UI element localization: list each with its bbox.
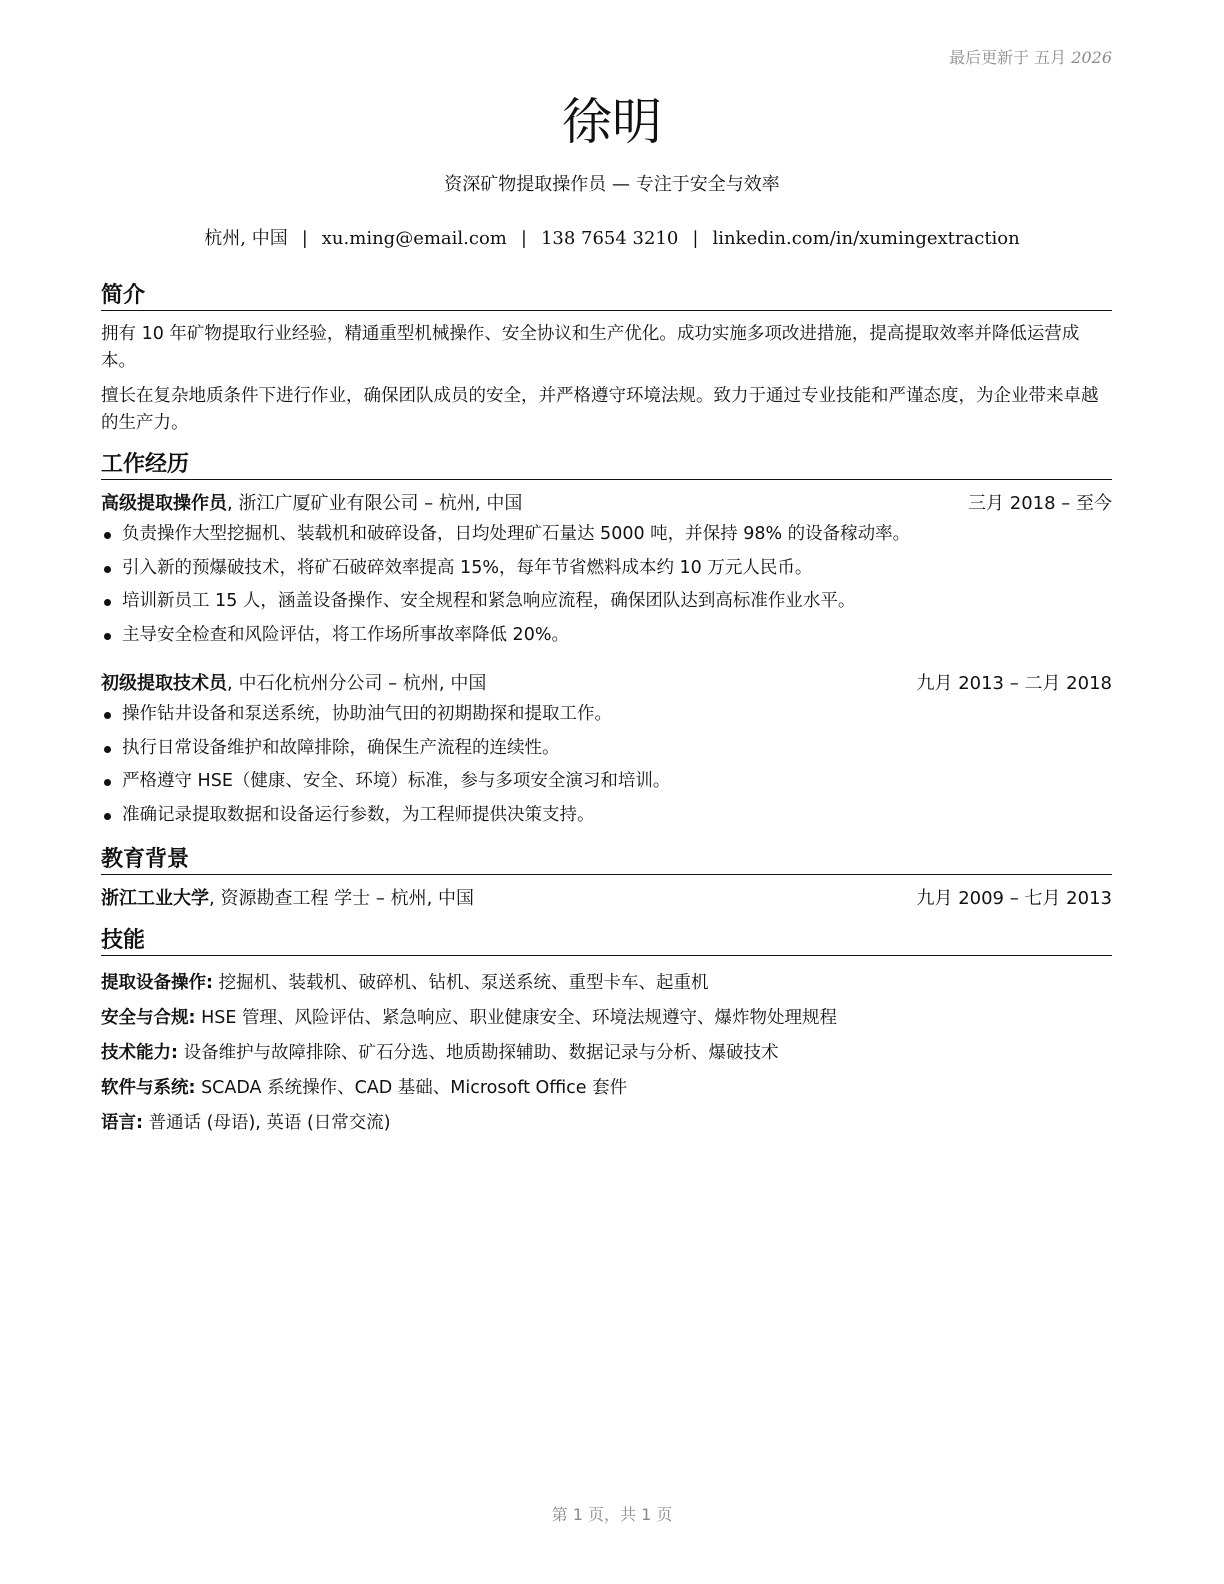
skill-row <box>101 966 1112 1001</box>
education-school: 浙江工业大学 <box>101 888 209 909</box>
skill-row <box>101 1071 1112 1106</box>
job-role: 初级提取技术员 <box>101 673 227 694</box>
skill-value: 设备维护与故障排除、矿石分选、地质勘探辅助、数据记录与分析、爆破技术 <box>178 1043 779 1063</box>
education-detail: , 资源勘查工程 学士 – 杭州, 中国 <box>209 888 475 909</box>
contact-line <box>0 224 1224 250</box>
contact-separator: | <box>692 228 699 249</box>
page-footer: 第 1 页，共 1 页 <box>551 1505 673 1524</box>
skill-value: HSE 管理、风险评估、紧急响应、职业健康安全、环境法规遵守、爆炸物处理规程 <box>195 1008 837 1028</box>
summary-heading: 简介 <box>101 278 1112 311</box>
experience-section <box>101 447 1112 832</box>
skill-value: 普通话 (母语), 英语 (日常交流) <box>143 1113 391 1133</box>
skill-value: SCADA 系统操作、CAD 基础、Microsoft Office 套件 <box>195 1078 628 1098</box>
job-bullet: 严格遵守 HSE（健康、安全、环境）标准，参与多项安全演习和培训。 <box>101 765 1112 799</box>
education-section <box>101 842 1112 913</box>
job-dates: 九月 2013 – 二月 2018 <box>916 673 1112 694</box>
job-org: , 中石化杭州分公司 – 杭州, 中国 <box>227 673 487 694</box>
candidate-tagline: 资深矿物提取操作员 — 专注于安全与效率 <box>444 174 780 195</box>
job-bullet: 培训新员工 15 人，涵盖设备操作、安全规程和紧急响应流程，确保团队达到高标准作业水平。 <box>101 585 1112 619</box>
job-header <box>101 490 1112 518</box>
skill-row <box>101 1001 1112 1036</box>
job-title-line <box>101 670 486 698</box>
job-entry <box>101 490 1112 652</box>
education-title-line <box>101 885 474 913</box>
last-updated-year: 2026 <box>1071 48 1112 67</box>
job-title-line <box>101 490 522 518</box>
skill-row <box>101 1106 1112 1141</box>
job-bullet: 主导安全检查和风险评估，将工作场所事故率降低 20%。 <box>101 619 1112 653</box>
candidate-name: 徐明 <box>562 93 662 151</box>
skill-label: 技术能力: <box>101 1043 178 1063</box>
contact-email[interactable]: xu.ming@email.com <box>321 228 507 249</box>
job-bullets <box>101 698 1112 832</box>
skill-label: 安全与合规: <box>101 1008 196 1028</box>
experience-heading: 工作经历 <box>101 447 1112 480</box>
job-bullet: 负责操作大型挖掘机、装载机和破碎设备，日均处理矿石量达 5000 吨，并保持 98% 的设备稼动率。 <box>101 518 1112 552</box>
job-dates: 三月 2018 – 至今 <box>968 493 1112 514</box>
education-entry <box>101 885 1112 913</box>
job-bullet: 操作钻井设备和泵送系统，协助油气田的初期勘探和提取工作。 <box>101 698 1112 732</box>
summary-section <box>101 278 1112 437</box>
job-bullet: 执行日常设备维护和故障排除，确保生产流程的连续性。 <box>101 732 1112 766</box>
skill-row <box>101 1036 1112 1071</box>
job-header <box>101 670 1112 698</box>
skill-label: 软件与系统: <box>101 1078 196 1098</box>
last-updated <box>949 45 1112 68</box>
resume-body <box>101 278 1112 1151</box>
contact-separator: | <box>520 228 527 249</box>
summary-paragraph: 拥有 10 年矿物提取行业经验，精通重型机械操作、安全协议和生产优化。成功实施多项改进措施，提高提取效率并降低运营成本。 <box>101 324 1080 371</box>
skills-heading: 技能 <box>101 923 1112 956</box>
contact-separator: | <box>301 228 308 249</box>
skill-label: 语言: <box>101 1113 143 1133</box>
education-heading: 教育背景 <box>101 842 1112 875</box>
last-updated-prefix: 最后更新于 五月 <box>949 48 1067 67</box>
education-dates: 九月 2009 – 七月 2013 <box>916 888 1112 909</box>
job-role: 高级提取操作员 <box>101 493 227 514</box>
skill-value: 挖掘机、装载机、破碎机、钻机、泵送系统、重型卡车、起重机 <box>213 973 709 993</box>
skill-label: 提取设备操作: <box>101 973 213 993</box>
job-bullet: 准确记录提取数据和设备运行参数，为工程师提供决策支持。 <box>101 799 1112 833</box>
contact-phone: 138 7654 3210 <box>540 228 679 249</box>
job-bullets <box>101 518 1112 652</box>
contact-location: 杭州, 中国 <box>204 228 288 249</box>
job-org: , 浙江广厦矿业有限公司 – 杭州, 中国 <box>227 493 523 514</box>
job-bullet: 引入新的预爆破技术，将矿石破碎效率提高 15%，每年节省燃料成本约 10 万元人民币。 <box>101 552 1112 586</box>
summary-paragraph: 擅长在复杂地质条件下进行作业，确保团队成员的安全，并严格遵守环境法规。致力于通过专业技能和严谨态度，为企业带来卓越的生产力。 <box>101 386 1099 433</box>
contact-linkedin[interactable]: linkedin.com/in/xumingextraction <box>712 228 1020 249</box>
skills-section <box>101 923 1112 1141</box>
job-entry <box>101 670 1112 832</box>
